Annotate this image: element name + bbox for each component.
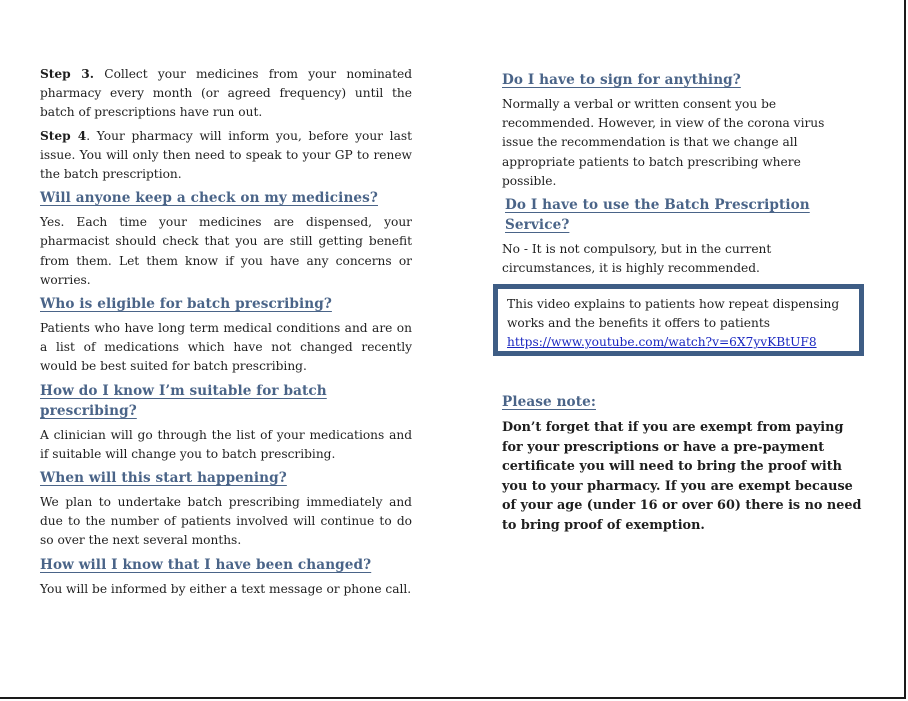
heading-check-medicines: Will anyone keep a check on my medicines? — [40, 190, 378, 207]
please-note-heading: Please note: — [502, 394, 596, 410]
body-eligible: Patients who have long term medical conditions and are on a list of medications which have not changed recently would be best suited for batch prescribing. — [40, 321, 412, 374]
heading-start: When will this start happening? — [40, 470, 287, 487]
body-start: We plan to undertake batch prescribing immediately and due to the number of patients involved will continue to do so over the next several months. — [40, 495, 412, 548]
page-border-bottom — [0, 697, 906, 699]
heading-use-service: Do I have to use the Batch Prescription Service? — [505, 197, 810, 234]
step-4-text: . Your pharmacy will inform you, before your last issue. You will only then need to speak to your GP to renew the batch prescription. — [40, 128, 413, 182]
step-4-label: Step 4 — [40, 128, 87, 143]
body-sign: Normally a verbal or written consent you be recommended. However, in view of the corona virus issue the recommendation is that we change all appropriate patients to batch prescribing where possible. — [502, 97, 825, 188]
page-border-right — [904, 0, 906, 699]
video-info-box — [493, 284, 864, 356]
video-info-text — [507, 295, 847, 353]
heading-suitable: How do I know I’m suitable for batch prescribing? — [40, 382, 327, 419]
body-check-medicines: Yes. Each time your medicines are dispensed, your pharmacist should check that you are still getting benefit from them. Let them know if you have any concerns or worries. — [40, 215, 412, 287]
heading-sign: Do I have to sign for anything? — [502, 72, 741, 88]
step-3-label: Step 3. — [40, 67, 95, 81]
heading-changed: How will I know that I have been changed? — [40, 556, 372, 573]
heading-eligible: Who is eligible for batch prescribing? — [40, 296, 332, 313]
body-suitable: A clinician will go through the list of your medications and if suitable will change you to batch prescribing. — [40, 427, 412, 461]
video-description: This video explains to patients how repeat dispensing works and the benefits it offers to patients — [507, 297, 840, 331]
body-changed: You will be informed by either a text message or phone call. — [40, 581, 412, 596]
step-4 — [40, 127, 412, 185]
body-use-service: No - It is not compulsory, but in the current circumstances, it is highly recommended. — [502, 242, 772, 276]
step-3 — [40, 65, 412, 123]
left-column — [40, 65, 412, 599]
step-3-text: Collect your medicines from your nominated pharmacy every month (or agreed frequency) until the batch of prescriptions have run out. — [40, 67, 412, 120]
right-column — [502, 70, 858, 278]
please-note-body: Don’t forget that if you are exempt from paying for your prescriptions or have a pre-payment certificate you will need to bring the proof with you to your pharmacy. If you are exempt because of your age (under 16 or over 60) there is no need to bring proof of exemption. — [502, 420, 862, 533]
please-note-section — [502, 392, 862, 535]
video-link[interactable]: https://www.youtube.com/watch?v=6X7yvKBtUF8 — [507, 335, 817, 350]
